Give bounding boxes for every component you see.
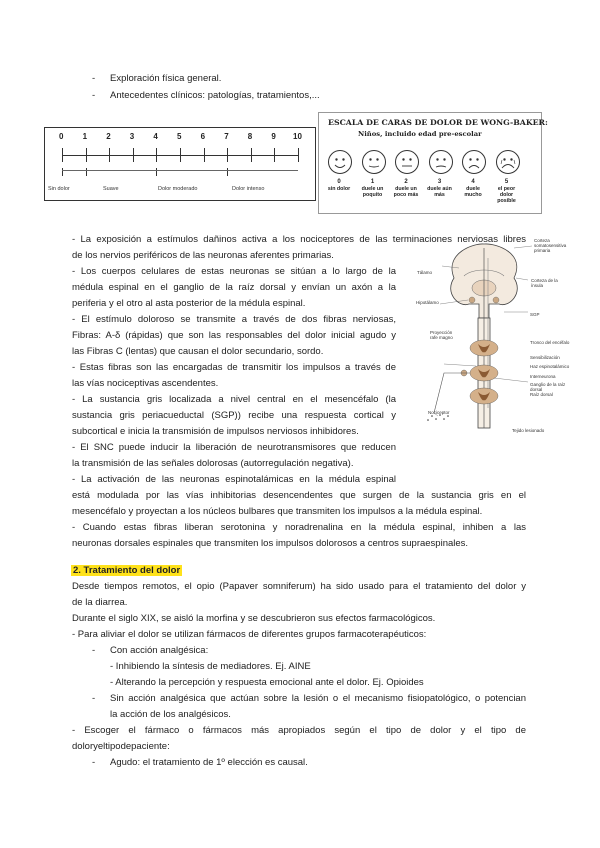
face-number: 3 [437,179,442,185]
body-line: - Los cuerpos celulares de estas neuronas se sitúan a lo largo de la [72,266,396,277]
face-number: 2 [404,179,408,185]
diagram-label: Tálamo [417,270,433,275]
body-line: - El estímulo doloroso se transmite a través de dos fibras nerviosas, [72,314,396,325]
diagram-label: Tronco del encéfalo [530,340,570,345]
body-line: Desde tiempos remotos, el opio (Papaver somniferum) ha sido usado para el tratamiento del dolor y [72,581,526,592]
diagram-label: SGP [530,312,540,317]
scale-number: 7 [224,132,229,141]
body-line: Fibras: A-δ (rápidas) que son las responsables del dolor inicial agudo y [72,330,396,341]
list-item: - Inhibiendo la síntesis de mediadores. Ej. AINE [110,661,311,672]
body-line: médula espinal en el ganglio de la raíz dorsal y envían un axón a la [72,282,396,293]
diagram-label: Ganglio de la raíz dorsal [530,382,566,392]
scale-category: Suave [103,186,119,192]
body-line: de la diarrea. [72,597,128,608]
pain-face-icon [328,150,352,174]
scale-tick [274,148,275,162]
list-item: Sin acción analgésica que actúan sobre la lesión o el mecanismo fisiopatológico, o potencian [110,693,526,704]
list-item: Agudo: el tratamiento de 1º elección es causal. [110,757,308,768]
body-line: subcortical e inicia la transmisión de impulsos nerviosos inhibidores. [72,426,359,437]
body-line: las Fibras C (lentas) que causan el dolor secundario, sordo. [72,346,324,357]
body-line: - La exposición a estímulos dañinos activa a los nociceptores de las terminaciones nerviosas libres [72,234,526,245]
body-line: sustancia gris periacueductal (SGP)) recibe una respuesta cortical y [72,410,396,421]
scale-category: Dolor intenso [232,186,265,192]
list-dash: - [92,757,96,768]
diagram-label: Interneurona [530,374,556,379]
body-line: mesencéfalo y proyectan a los núcleos bulbares que transmiten los impulsos a la médula espinal. [72,506,483,517]
list-item: Con acción analgésica: [110,645,209,656]
scale-number: 8 [247,132,253,141]
face-number: 5 [504,179,509,185]
scale-category: Sin dolor [48,186,70,192]
diagram-label: Corteza de la ínsula [531,278,558,288]
scale-number: 2 [106,132,111,141]
wong-baker-subtitle: Niños, incluido edad pre-escolar [358,130,482,138]
body-line: la transmisión de las señales dolorosas (autorregulación negativa). [72,458,354,469]
scale-number: 3 [129,132,135,141]
scale-bracket-line [62,170,298,171]
body-line: - La activación de las neuronas espinotalámicas en la médula espinal [72,474,396,485]
diagram-label: Sensibilización [530,355,560,360]
diagram-label: Tejido lesionado [512,428,545,433]
list-dash: - [92,645,96,656]
list-item: - Alterando la percepción y respuesta emocional ante el dolor. Ej. Opioides [110,677,424,688]
body-line: está modulada por las vías inhibitorias desencendentes que surgen de la sustancia gris en el [72,490,526,501]
body-line: - Estas fibras son las encargadas de transmitir los impulsos a través de [72,362,396,373]
diagram-label: Nociceptor [428,410,450,415]
scale-number: 0 [59,132,64,141]
diagram-label: Proyección rafe magno [430,330,453,340]
scale-tick [133,148,134,162]
face-number: 1 [370,179,375,185]
body-line: neuronas dorsales espinales que transmiten los impulsos dolorosos a centros supraespinales. [72,538,469,549]
pain-face-icon [462,150,486,174]
face-label: duele un poquito [361,186,384,198]
list-dash: - [92,693,96,704]
scale-category: Dolor moderado [158,186,198,192]
face-number: 0 [337,179,341,185]
face-label: duele aún más [427,186,452,198]
scale-number: 5 [177,132,182,141]
section-heading-text: 2. Tratamiento del dolor [73,565,181,576]
body-line: - Cuando estas fibras liberan serotonina y noradrenalina en la médula espinal, inhiben a las [72,522,526,533]
scale-tick [227,148,228,162]
scale-tick [251,148,252,162]
body-line: - Escoger el fármaco o fármacos más apropiados según el tipo de dolor y el tipo de [72,725,526,736]
scale-number: 6 [200,132,206,141]
scale-number: 9 [271,132,276,141]
pain-face-icon [362,150,386,174]
list-dash: - [92,90,96,101]
scale-tick [204,148,205,162]
body-line: las vías nociceptivas ascendentes. [72,378,219,389]
body-line: Durante el siglo XIX, se aisló la morfina y se descubrieron sus efectos farmacológicos. [72,613,436,624]
body-line: - Para aliviar el dolor se utilizan fármacos de diferentes grupos farmacoterapéuticos: [72,629,427,640]
face-label: el peor dolor posible [497,186,516,204]
scale-tick [298,148,299,162]
scale-number: 1 [82,132,88,141]
body-line: doloryeltipodepaciente: [72,741,170,752]
diagram-label: Haz espinotalámico [530,364,570,369]
list-dash: - [92,73,96,84]
face-number: 4 [471,179,475,185]
scale-tick [180,148,181,162]
scale-number: 4 [153,132,158,141]
diagram-label: Raíz dorsal [530,392,553,397]
section-heading [71,565,182,577]
body-line: periferia y el otro al asta posterior de la médula espinal. [72,298,306,309]
list-item: Antecedentes clínicos: patologías, tratamientos,... [110,90,320,101]
body-line: de los nervios periféricos de las neuronas aferentes primarias. [72,250,334,261]
face-label: duele mucho [464,186,482,198]
scale-tick [109,148,110,162]
scale-tick [86,148,87,162]
pain-face-icon [496,150,520,174]
diagram-label: Hipotálamo [416,300,439,305]
wong-baker-title: ESCALA DE CARAS DE DOLOR DE WONG-BAKER: [328,118,548,127]
pain-face-icon [395,150,419,174]
list-item: Exploración física general. [110,73,222,84]
scale-tick [156,148,157,162]
face-label: sin dolor [327,186,351,192]
scale-tick [62,148,63,162]
face-label: duele un poco más [393,186,419,198]
diagram-label: Corteza somatosensitiva primaria [534,238,567,253]
list-item: la acción de los analgésicos. [110,709,231,720]
body-line: - La sustancia gris localizada a nivel central en el mesencéfalo (la [72,394,396,405]
scale-number: 10 [293,132,302,141]
body-line: - El SNC puede inducir la liberación de neurotransmisores que reducen [72,442,396,453]
pain-face-icon [429,150,453,174]
